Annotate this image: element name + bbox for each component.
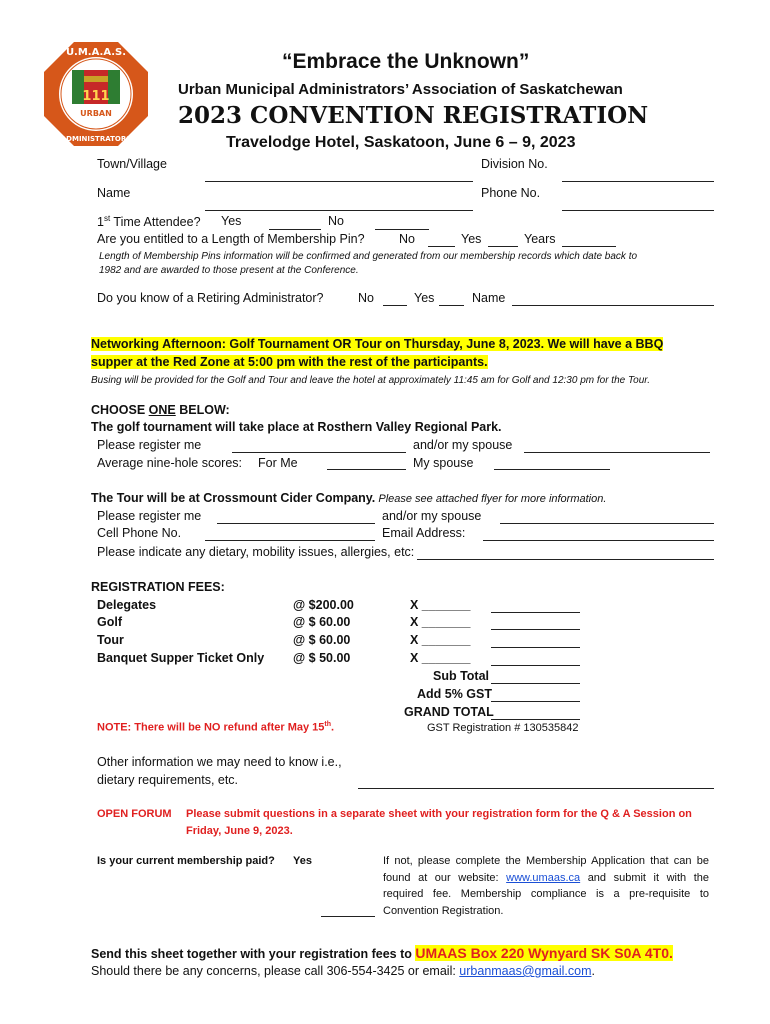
networking-line2: supper at the Red Zone at 5:00 pm with the rest of the participants. bbox=[91, 355, 488, 369]
tour-email-label: Email Address: bbox=[382, 526, 466, 540]
first-time-no-label: No bbox=[328, 214, 344, 228]
send-line: Send this sheet together with your registration fees to UMAAS Box 220 Wynyard SK S0A 4T0. bbox=[91, 945, 673, 961]
association-name: Urban Municipal Administrators’ Association of Saskatchewan bbox=[178, 81, 623, 98]
golf-spouse-label: and/or my spouse bbox=[413, 438, 513, 452]
first-time-yes-field[interactable] bbox=[269, 229, 321, 230]
golf-spouse-field[interactable] bbox=[524, 452, 710, 453]
venue-line: Travelodge Hotel, Saskatoon, June 6 – 9, 2023 bbox=[226, 134, 576, 151]
grand-total-label: GRAND TOTAL bbox=[404, 705, 494, 719]
logo-bottom-text: ADMINISTRATORS bbox=[60, 135, 132, 143]
tour-dietary-field[interactable] bbox=[417, 559, 714, 560]
pin-yes-field[interactable] bbox=[488, 246, 518, 247]
networking-line1: Networking Afternoon: Golf Tournament OR Tour on Thursday, June 8, 2023. We will have a BBQ bbox=[91, 337, 664, 351]
mailing-address: UMAAS Box 220 Wynyard SK S0A 4T0. bbox=[415, 945, 673, 961]
other-info-field[interactable] bbox=[358, 788, 714, 789]
grand-total-field[interactable] bbox=[491, 719, 580, 720]
membership-note: If not, please complete the Membership Application that can be found at our website: www.umaas.ca and submit it with the required fee. Membership compliance is a pre-requisite to Convention Registration. bbox=[383, 855, 709, 917]
fee-amount-golf[interactable] bbox=[491, 629, 580, 630]
town-village-label: Town/Village bbox=[97, 157, 167, 171]
tour-spouse-label: and/or my spouse bbox=[382, 509, 482, 523]
logo-gold-band bbox=[84, 76, 108, 82]
fee-label-banquet: Banquet Supper Ticket Only bbox=[97, 651, 265, 665]
name-label: Name bbox=[97, 186, 131, 200]
tour-register-me-field[interactable] bbox=[217, 523, 375, 524]
open-forum-text2: Friday, June 9, 2023. bbox=[186, 825, 293, 837]
golf-register-me-label: Please register me bbox=[97, 438, 202, 452]
first-time-yes-label: Yes bbox=[221, 214, 242, 228]
town-village-field[interactable] bbox=[205, 181, 473, 182]
pin-no-label: No bbox=[399, 232, 415, 246]
pin-years-label: Years bbox=[524, 232, 556, 246]
tour-heading: The Tour will be at Crossmount Cider Company. Please see attached flyer for more information. bbox=[91, 491, 607, 505]
sub-total-field[interactable] bbox=[491, 683, 580, 684]
fee-label-golf: Golf bbox=[97, 615, 122, 629]
golf-my-spouse-label: My spouse bbox=[413, 456, 474, 470]
fee-price-delegates: @ $200.00 bbox=[293, 598, 354, 612]
sub-total-label: Sub Total bbox=[433, 669, 490, 683]
pin-note-line2: 1982 and are awarded to those present at the Conference. bbox=[99, 265, 359, 276]
pin-question: Are you entitled to a Length of Membership Pin? bbox=[97, 232, 365, 246]
gst-field[interactable] bbox=[491, 701, 580, 702]
gst-registration: GST Registration # 130535842 bbox=[427, 722, 579, 734]
golf-score-spouse-field[interactable] bbox=[494, 469, 610, 470]
tour-spouse-field[interactable] bbox=[500, 523, 714, 524]
logo-numbers: 111 bbox=[82, 89, 110, 104]
phone-no-field[interactable] bbox=[562, 210, 714, 211]
fee-price-tour: @ $ 60.00 bbox=[293, 633, 351, 647]
first-time-label: 1st Time Attendee? bbox=[97, 214, 201, 230]
website-link[interactable]: www.umaas.ca bbox=[506, 871, 581, 884]
name-field[interactable] bbox=[205, 210, 473, 211]
retiring-name-label: Name bbox=[472, 291, 506, 305]
logo-flag-green-right bbox=[108, 70, 120, 104]
fee-label-delegates: Delegates bbox=[97, 598, 157, 612]
pin-yes-label: Yes bbox=[461, 232, 482, 246]
first-time-no-field[interactable] bbox=[375, 229, 429, 230]
concerns-line: Should there be any concerns, please call 306-554-3425 or email: urbanmaas@gmail.com. bbox=[91, 964, 595, 978]
other-info-line2: dietary requirements, etc. bbox=[97, 773, 239, 787]
fee-qty-banquet[interactable]: X _______ bbox=[410, 651, 471, 665]
choose-one-heading: CHOOSE ONE BELOW: bbox=[91, 403, 230, 417]
umaas-logo bbox=[42, 40, 150, 148]
tour-cell-field[interactable] bbox=[205, 540, 375, 541]
golf-scores-label: Average nine-hole scores: bbox=[97, 456, 242, 470]
fee-amount-delegates[interactable] bbox=[491, 612, 580, 613]
fee-qty-delegates[interactable]: X _______ bbox=[410, 598, 471, 612]
fee-price-golf: @ $ 60.00 bbox=[293, 615, 351, 629]
refund-note: NOTE: There will be NO refund after May 15th. bbox=[97, 721, 335, 734]
pin-note-line1: Length of Membership Pins information will be confirmed and generated from our membership records which date back to bbox=[99, 251, 638, 262]
pin-no-field[interactable] bbox=[428, 246, 455, 247]
retiring-yes-field[interactable] bbox=[439, 305, 464, 306]
fee-price-banquet: @ $ 50.00 bbox=[293, 651, 351, 665]
golf-for-me-label: For Me bbox=[258, 456, 298, 470]
email-link[interactable]: urbanmaas@gmail.com bbox=[459, 964, 592, 978]
fees-heading: REGISTRATION FEES: bbox=[91, 580, 225, 594]
fee-amount-banquet[interactable] bbox=[491, 665, 580, 666]
logo-top-text: U.M.A.A.S. bbox=[65, 47, 127, 58]
theme-title: “Embrace the Unknown” bbox=[282, 50, 530, 73]
golf-register-me-field[interactable] bbox=[232, 452, 406, 453]
membership-yes-label: Yes bbox=[293, 855, 312, 867]
retiring-name-field[interactable] bbox=[512, 305, 714, 306]
busing-note: Busing will be provided for the Golf and Tour and leave the hotel at approximately 11:45 am for Golf and 12:30 pm for the Tour. bbox=[91, 375, 651, 386]
fee-qty-tour[interactable]: X _______ bbox=[410, 633, 471, 647]
other-info-line1: Other information we may need to know i.e., bbox=[97, 755, 342, 769]
golf-heading: The golf tournament will take place at Rosthern Valley Regional Park. bbox=[91, 420, 502, 434]
open-forum-label: OPEN FORUM bbox=[97, 808, 172, 820]
phone-no-label: Phone No. bbox=[481, 186, 541, 200]
fee-qty-golf[interactable]: X _______ bbox=[410, 615, 471, 629]
tour-cell-label: Cell Phone No. bbox=[97, 526, 182, 540]
retiring-yes-label: Yes bbox=[414, 291, 435, 305]
membership-yes-field[interactable] bbox=[321, 916, 375, 917]
division-no-label: Division No. bbox=[481, 157, 548, 171]
tour-dietary-label: Please indicate any dietary, mobility issues, allergies, etc: bbox=[97, 545, 415, 559]
retiring-no-label: No bbox=[358, 291, 374, 305]
event-title: 2023 CONVENTION REGISTRATION bbox=[178, 102, 649, 129]
open-forum-text1: Please submit questions in a separate sheet with your registration form for the Q & A Session on bbox=[186, 808, 692, 820]
pin-years-field[interactable] bbox=[562, 246, 616, 247]
fee-amount-tour[interactable] bbox=[491, 647, 580, 648]
tour-email-field[interactable] bbox=[483, 540, 714, 541]
division-no-field[interactable] bbox=[562, 181, 714, 182]
retiring-question: Do you know of a Retiring Administrator? bbox=[97, 291, 324, 305]
fee-label-tour: Tour bbox=[97, 633, 124, 647]
logo-inner-text: URBAN bbox=[80, 109, 112, 118]
membership-question: Is your current membership paid? bbox=[97, 855, 275, 867]
retiring-no-field[interactable] bbox=[383, 305, 407, 306]
tour-register-me-label: Please register me bbox=[97, 509, 202, 523]
golf-score-me-field[interactable] bbox=[327, 469, 406, 470]
gst-label: Add 5% GST bbox=[417, 687, 493, 701]
